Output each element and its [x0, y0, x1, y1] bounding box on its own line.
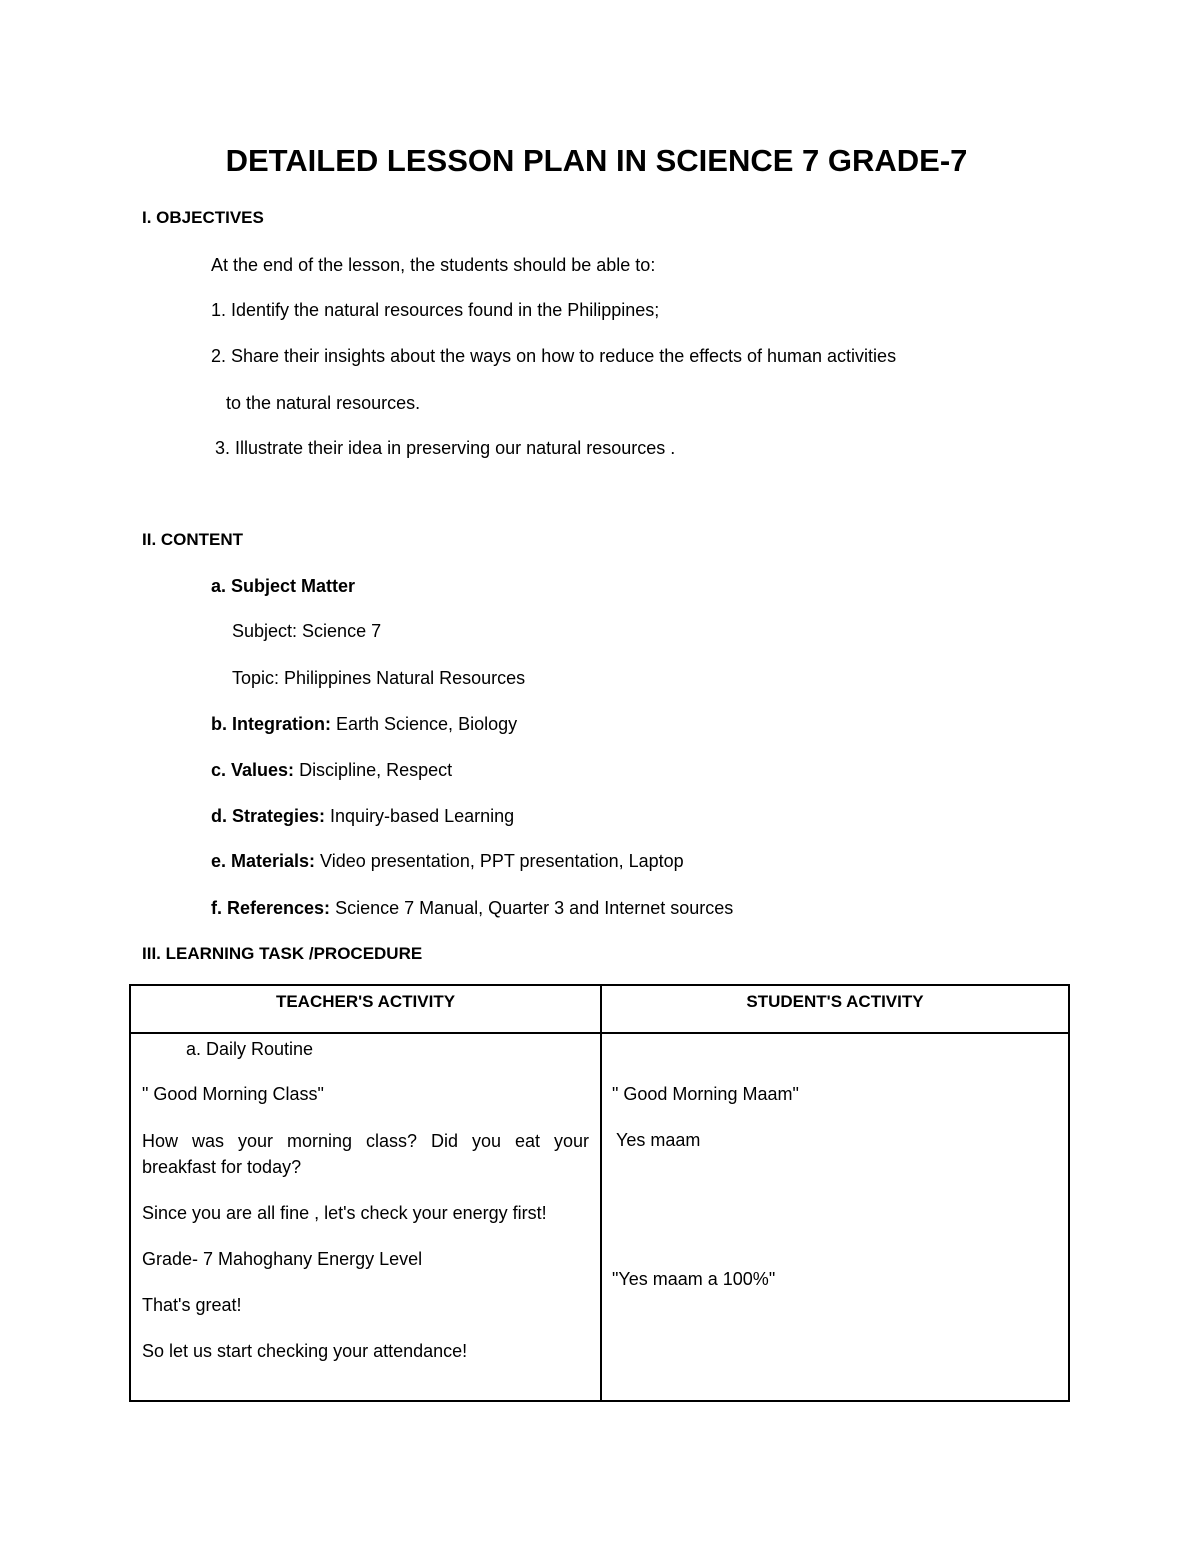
materials-label: e. Materials: — [211, 851, 316, 871]
objectives-intro: At the end of the lesson, the students should be able to: — [211, 255, 656, 275]
table-header-divider — [131, 1032, 1068, 1034]
teacher-activity-header: TEACHER'S ACTIVITY — [275, 992, 456, 1011]
strategies-value: Inquiry-based Learning — [325, 806, 515, 826]
activity-table — [129, 984, 1070, 1402]
values-line — [211, 760, 452, 781]
teacher-energy-intro: Since you are all fine , let's check your energy first! — [142, 1203, 547, 1223]
objective-item-2: 2. Share their insights about the ways on how to reduce the effects of human activities — [211, 346, 897, 366]
teacher-great: That's great! — [142, 1295, 242, 1315]
student-answer: Yes maam — [616, 1130, 701, 1150]
references-label: f. References: — [211, 898, 331, 918]
values-value: Discipline, Respect — [294, 760, 453, 780]
student-greeting: " Good Morning Maam" — [612, 1084, 799, 1104]
subject-matter-label: a. Subject Matter — [211, 576, 356, 596]
materials-value: Video presentation, PPT presentation, Laptop — [315, 851, 684, 871]
table-column-divider — [600, 986, 602, 1400]
strategies-line — [211, 806, 514, 827]
objective-item-2-continued: to the natural resources. — [226, 393, 421, 413]
references-line — [211, 898, 733, 919]
teacher-energy-level: Grade- 7 Mahoghany Energy Level — [142, 1249, 423, 1269]
objective-item-3: 3. Illustrate their idea in preserving our natural resources . — [215, 438, 676, 458]
materials-line — [211, 851, 684, 872]
content-heading: II. CONTENT — [142, 530, 244, 549]
page-title: DETAILED LESSON PLAN IN SCIENCE 7 GRADE-7 — [225, 143, 968, 178]
subject-line: Subject: Science 7 — [232, 621, 382, 641]
procedure-heading: III. LEARNING TASK /PROCEDURE — [142, 944, 423, 963]
objectives-heading: I. OBJECTIVES — [142, 208, 264, 227]
integration-line — [211, 714, 517, 735]
integration-value: Earth Science, Biology — [331, 714, 518, 734]
strategies-label: d. Strategies: — [211, 806, 326, 826]
teacher-attendance: So let us start checking your attendance! — [142, 1341, 468, 1361]
integration-label: b. Integration: — [211, 714, 331, 734]
student-activity-header: STUDENT'S ACTIVITY — [746, 992, 924, 1011]
student-energy-response: "Yes maam a 100%" — [612, 1269, 776, 1289]
references-value: Science 7 Manual, Quarter 3 and Internet sources — [330, 898, 734, 918]
teacher-greeting: " Good Morning Class" — [142, 1084, 324, 1104]
teacher-daily-routine: a. Daily Routine — [186, 1039, 314, 1059]
objective-item-1: 1. Identify the natural resources found in the Philippines; — [211, 300, 660, 320]
teacher-question: How was your morning class? Did you eat your breakfast for today? — [142, 1131, 589, 1177]
topic-line: Topic: Philippines Natural Resources — [232, 668, 526, 688]
values-label: c. Values: — [211, 760, 295, 780]
